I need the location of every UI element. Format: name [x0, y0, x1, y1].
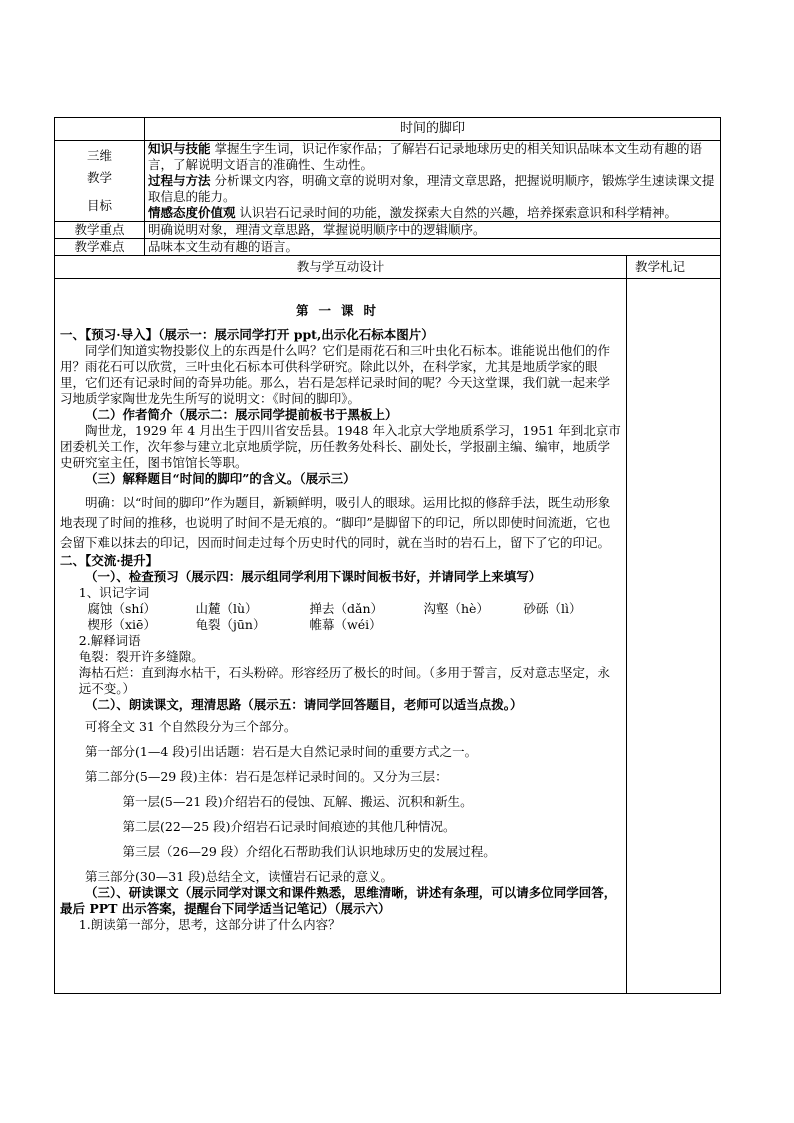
- lesson-plan-table: [54, 117, 721, 994]
- words-row: [60, 617, 622, 633]
- title-label-cell: [55, 118, 145, 141]
- author-paragraph: 陶世龙，1929 年 4 月出生于四川省安岳县。1948 年入北京大学地质系学习，1951 年到北京市团委机关工作，次年参与建立北京地质学院，历任教务处科长、副处长，学报副主编、编审，地质学史研究室主任，图书馆馆长等职。: [60, 423, 621, 470]
- design-header-row: [55, 256, 721, 279]
- goal-tag: 过程与方法: [148, 173, 211, 188]
- intro-paragraph: 同学们知道实物投影仪上的东西是什么吗？它们是雨花石和三叶虫化石标本。谁能说出他们的作用？雨花石可以欣赏，三叶虫化石标本可供科学研究。除此以外，在科学家，尤其是地质学家的眼里，它们还有记录时间的奇异功能。那么，岩石是怎样记录时间的呢？今天这堂课，我们就一起来学习地质学家陶世龙先生所写的说明文：《时间的脚印》。: [60, 343, 611, 406]
- goal-text: 认识岩石记录时间的功能，激发探索大自然的兴趣，培养探索意识和科学精神。: [235, 205, 677, 220]
- word-item: 掸去（dǎn）: [309, 601, 384, 616]
- title-paragraph: 明确：以“时间的脚印”作为题目，新颖鲜明，吸引人的眼球。运用比拟的修辞手法，既生动形象地表现了时间的推移，也说明了时间不是无痕的。“脚印”是脚留下的印记，所以即使时间流逝，它也会留下难以抹去的印记，因而时间走过每个历史时代的同时，就在当时的岩石上，留下了它的印记。: [60, 495, 611, 550]
- goals-label-line: 三维: [86, 148, 112, 163]
- goals-content: [145, 141, 721, 222]
- part-1: 第一部分(1—4 段)引出话题：岩石是大自然记录时间的重要方式之一。: [85, 744, 478, 759]
- word-item: 腐蚀（shí）: [87, 601, 156, 616]
- word-item: 龟裂（jūn）: [195, 617, 266, 632]
- vocab-title: 2.解释词语: [78, 633, 141, 648]
- layer-1: 第一层(5—21 段)介绍岩石的侵蚀、瓦解、搬运、沉积和新生。: [122, 794, 473, 809]
- goal-knowledge: [148, 141, 717, 173]
- key-point-text: 明确说明对象，理清文章思路，掌握说明顺序中的逻辑顺序。: [145, 222, 721, 239]
- goal-emotion: [148, 205, 717, 221]
- words-title: 1、识记字词: [78, 585, 150, 600]
- vocab-item: 海枯石烂：直到海水枯干，石头粉碎。形容经历了极长的时间。（多用于誓言，反对意志坚定，永远不变。）: [78, 665, 611, 696]
- goals-label: [55, 141, 145, 222]
- layer-3: 第三层（26—29 段）介绍化石帮助我们认识地球历史的发展过程。: [122, 844, 496, 859]
- words-row: [60, 601, 622, 617]
- parts-intro: 可将全文 31 个自然段分为三个部分。: [85, 719, 297, 734]
- word-item: 山麓（lù）: [195, 601, 258, 616]
- lesson-title: 时间的脚印: [145, 118, 721, 141]
- check-subheading: （一）、检查预习（展示四：展示组同学利用下课时间板书好，并请同学上来填写）: [85, 569, 542, 584]
- part-2: 第二部分(5—29 段)主体：岩石是怎样记录时间的。又分为三层：: [85, 769, 448, 784]
- difficult-point-text: 品味本文生动有趣的语言。: [145, 239, 721, 256]
- key-point-label: 教学重点: [55, 222, 145, 239]
- goals-label-line: 目标: [86, 198, 112, 213]
- difficult-point-label: 教学难点: [55, 239, 145, 256]
- read-subheading: （二）、朗读课文，理清思路（展示五：请同学回答题目，老师可以适当点拨。）: [85, 697, 523, 712]
- title-row: [55, 118, 721, 141]
- design-body-row: [55, 279, 721, 994]
- section-2-heading: 二、【交流·提升】: [60, 553, 159, 568]
- word-item: 沟壑（hè）: [423, 601, 489, 616]
- word-item: 砂砾（lì）: [523, 601, 582, 616]
- design-body: [55, 279, 627, 994]
- goal-text: 分析课文内容，明确文章的说明对象，理清文章思路，把握说明顺序，锻炼学生速读课文提取信息的能力。: [148, 173, 715, 204]
- question-1: 1.朗读第一部分，思考，这部分讲了什么内容？: [78, 917, 341, 932]
- lesson-heading: 第一课时: [295, 303, 386, 318]
- word-item: 楔形（xiē）: [87, 617, 156, 632]
- author-subheading: （二）作者简介（展示二：展示同学提前板书于黑板上）: [85, 407, 398, 422]
- study-subheading: （三）、研读课文（展示同学对课文和课件熟悉，思维清晰，讲述有条理，可以请多位同学回答，最后 PPT 出示答案，提醒台下同学适当记笔记）（展示六）: [60, 885, 617, 916]
- difficult-point-row: [55, 239, 721, 256]
- goal-tag: 知识与技能: [148, 141, 211, 156]
- goal-process: [148, 173, 717, 205]
- word-item: 帷幕（wéi）: [309, 617, 382, 632]
- goals-label-line: 教学: [86, 170, 112, 185]
- notes-column: [626, 279, 720, 994]
- layer-2: 第二层(22—25 段)介绍岩石记录时间痕迹的其他几种情况。: [122, 819, 456, 834]
- goals-row: [55, 141, 721, 222]
- title-subheading: （三）解释题目“时间的脚印”的含义。（展示三）: [85, 471, 356, 486]
- key-point-row: [55, 222, 721, 239]
- goal-text: 掌握生字生词，识记作家作品；了解岩石记录地球历史的相关知识品味本文生动有趣的语言，了解说明文语言的准确性、生动性。: [148, 141, 702, 172]
- goal-tag: 情感态度价值观: [148, 205, 236, 220]
- vocab-item: 龟裂：裂开许多缝隙。: [78, 649, 204, 664]
- section-1-heading: 一、【预习·导入】（展示一：展示同学打开 ppt,出示化石标本图片）: [60, 327, 434, 342]
- part-3: 第三部分(30—31 段)总结全文，读懂岩石记录的意义。: [85, 869, 394, 884]
- notes-header: 教学札记: [626, 256, 720, 279]
- design-header: 教与学互动设计: [55, 256, 627, 279]
